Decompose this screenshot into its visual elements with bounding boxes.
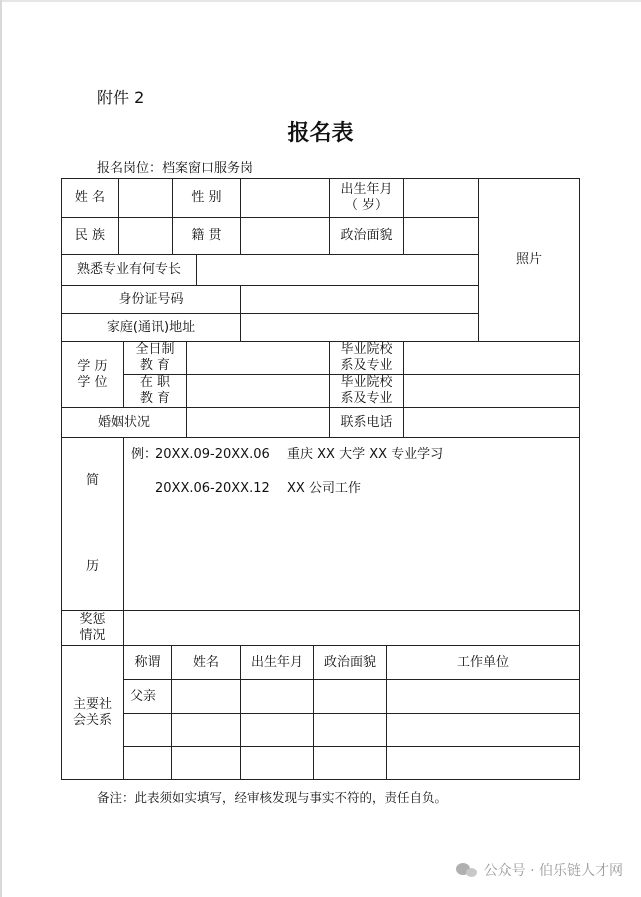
wechat-icon: [456, 862, 478, 878]
family-cell[interactable]: [240, 713, 314, 747]
family-cell[interactable]: [313, 746, 387, 780]
ethnicity-value[interactable]: [118, 217, 173, 255]
birth-label-line2: （ 岁）: [344, 198, 389, 213]
fulltime-school-line2: 系及专业: [340, 358, 393, 373]
id-number-value[interactable]: [240, 285, 479, 314]
skills-value[interactable]: [196, 254, 479, 286]
skills-label: 熟悉专业有何专长: [61, 254, 197, 286]
position-line: 报名岗位：档案窗口服务岗: [97, 161, 254, 176]
address-value[interactable]: [240, 313, 479, 342]
inservice-school-label: [329, 374, 404, 408]
address-label: 家庭(通讯)地址: [61, 313, 241, 342]
inservice-edu-label: [123, 374, 187, 408]
resume-value[interactable]: [123, 437, 580, 611]
footnote: 备注：此表须如实填写，经审核发现与事实不符的，责任自负。: [97, 790, 448, 805]
marital-value[interactable]: [186, 407, 330, 438]
resume-entry-dates: 20XX.06-20XX.12: [155, 481, 270, 496]
family-cell[interactable]: [240, 746, 314, 780]
birth-label-line1: 出生年月: [340, 182, 393, 197]
resume-label: [61, 437, 124, 611]
awards-label-line1: 奖惩: [79, 612, 106, 627]
id-number-label: 身份证号码: [61, 285, 241, 314]
family-cell[interactable]: [171, 679, 241, 714]
resume-entry: [131, 481, 361, 497]
ethnicity-label: 民 族: [61, 217, 119, 255]
native-place-value[interactable]: [240, 217, 330, 255]
family-header-relation: 称谓: [123, 645, 172, 680]
education-label-line1: 学 历: [77, 358, 108, 374]
fulltime-school-value[interactable]: [403, 341, 580, 375]
fulltime-edu-line2: 教 育: [139, 358, 171, 373]
inservice-school-line2: 系及专业: [340, 391, 393, 406]
name-value[interactable]: [118, 178, 173, 218]
resume-entry-dates: 20XX.09-20XX.06: [155, 447, 270, 462]
family-label: [61, 645, 124, 780]
family-label-line1: 主要社: [72, 696, 112, 712]
family-cell[interactable]: [386, 713, 580, 747]
awards-label-line2: 情况: [79, 628, 106, 643]
fulltime-edu-label: [123, 341, 187, 375]
resume-label-line2: 历: [85, 559, 99, 574]
family-cell[interactable]: [386, 679, 580, 714]
inservice-edu-line2: 教 育: [139, 391, 171, 406]
family-cell[interactable]: [313, 679, 387, 714]
inservice-edu-line1: 在 职: [139, 375, 171, 390]
resume-entry: [131, 447, 443, 463]
family-cell[interactable]: [171, 746, 241, 780]
family-cell[interactable]: [171, 713, 241, 747]
family-cell[interactable]: [386, 746, 580, 780]
birth-value[interactable]: [403, 178, 479, 218]
family-cell[interactable]: 父亲: [123, 679, 172, 714]
phone-value[interactable]: [403, 407, 580, 438]
photo-box[interactable]: 照片: [478, 178, 580, 342]
resume-entry-prefix: 例：: [131, 447, 158, 462]
name-label: 姓 名: [61, 178, 119, 218]
watermark-text: 公众号 · 伯乐链人才网: [483, 863, 623, 879]
family-header-birth: 出生年月: [240, 645, 314, 680]
inservice-school-line1: 毕业院校: [340, 375, 393, 390]
phone-label: 联系电话: [329, 407, 404, 438]
resume-entry-desc: 重庆 XX 大学 XX 专业学习: [287, 447, 444, 462]
awards-label: [61, 610, 124, 646]
fulltime-school-line1: 毕业院校: [340, 342, 393, 357]
marital-label: 婚姻状况: [61, 407, 187, 438]
political-status-value[interactable]: [403, 217, 479, 255]
fulltime-school-label: [329, 341, 404, 375]
inservice-school-value[interactable]: [403, 374, 580, 408]
family-header-workplace: 工作单位: [386, 645, 580, 680]
family-cell[interactable]: [123, 713, 172, 747]
family-header-name: 姓名: [171, 645, 241, 680]
gender-value[interactable]: [240, 178, 330, 218]
watermark: [456, 860, 623, 880]
awards-value[interactable]: [123, 610, 580, 646]
birth-label: [329, 178, 404, 218]
family-cell[interactable]: [313, 713, 387, 747]
native-place-label: 籍 贯: [172, 217, 241, 255]
family-header-political: 政治面貌: [313, 645, 387, 680]
education-label-line2: 学 位: [77, 374, 108, 390]
family-cell[interactable]: [123, 746, 172, 780]
political-status-label: 政治面貌: [329, 217, 404, 255]
gender-label: 性 别: [172, 178, 241, 218]
resume-label-line1: 简: [85, 473, 99, 488]
family-label-line2: 会关系: [72, 712, 112, 728]
annex-label: 附件 2: [97, 88, 145, 107]
fulltime-edu-line1: 全日制: [135, 342, 175, 357]
family-cell[interactable]: [240, 679, 314, 714]
education-label: [61, 341, 124, 408]
fulltime-edu-value[interactable]: [186, 341, 330, 375]
inservice-edu-value[interactable]: [186, 374, 330, 408]
resume-entry-desc: XX 公司工作: [287, 481, 361, 496]
form-title-text: 报名表: [287, 121, 354, 146]
